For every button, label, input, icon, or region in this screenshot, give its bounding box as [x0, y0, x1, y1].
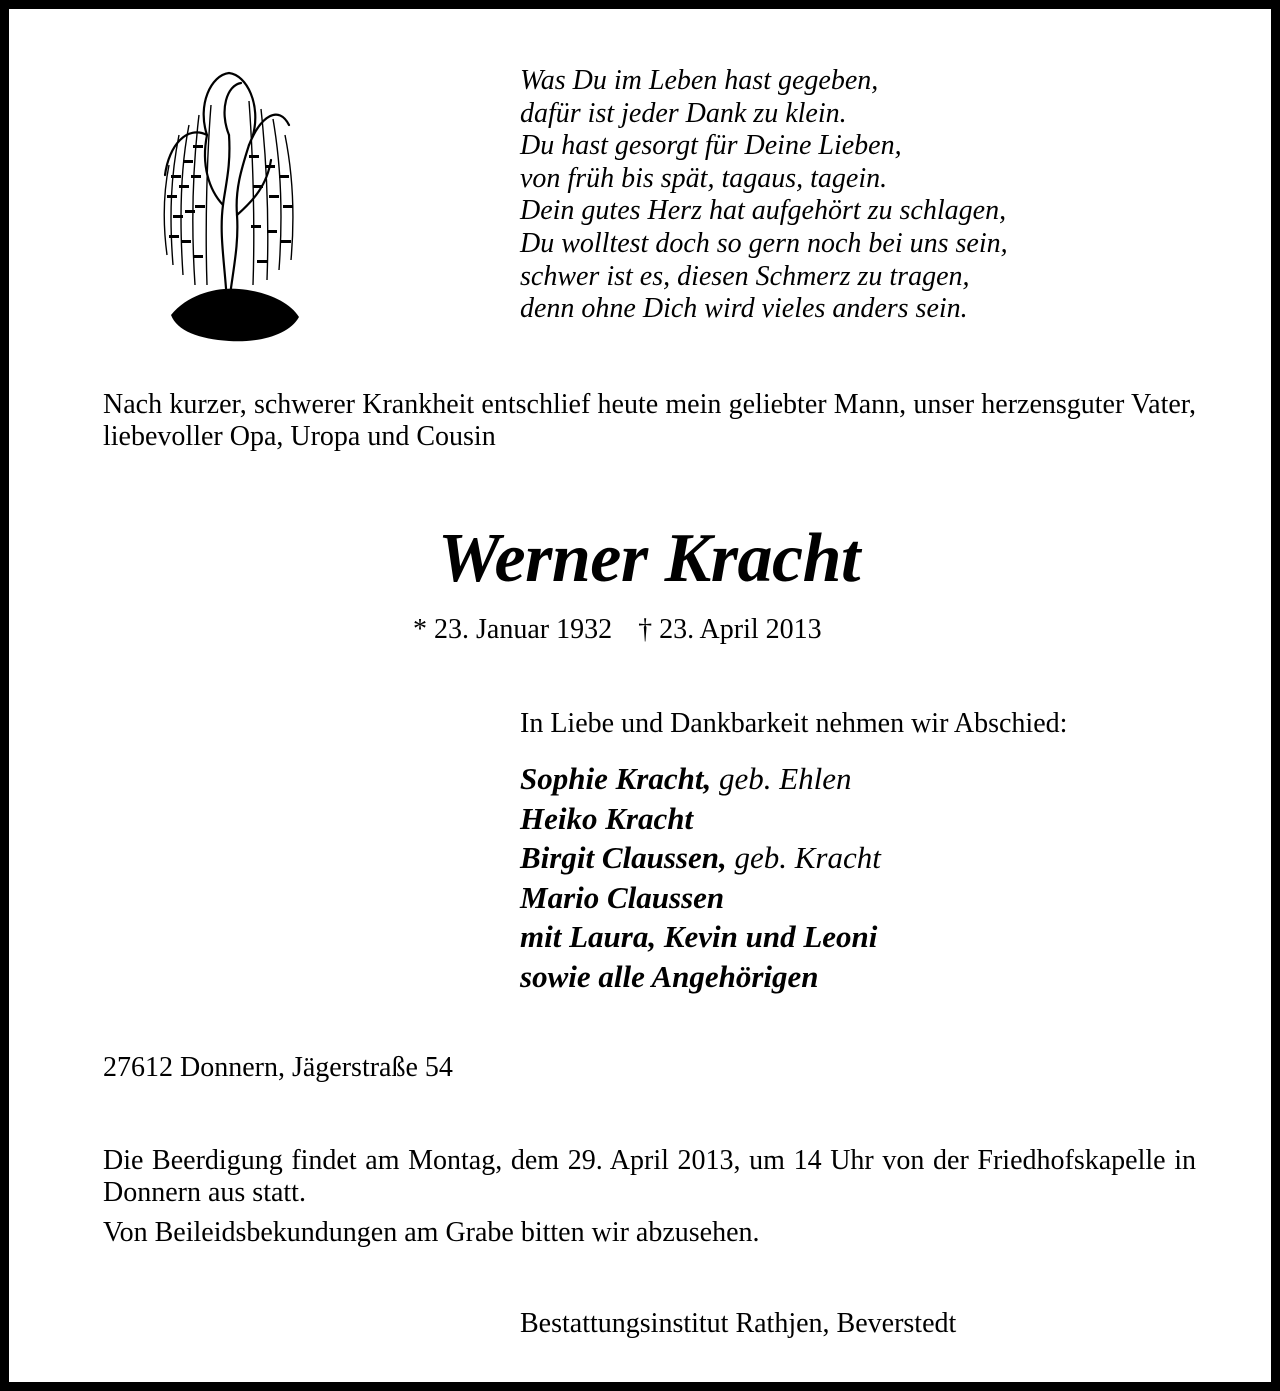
poem-line: Du wolltest doch so gern noch bei uns sein, — [520, 227, 1008, 259]
family-member: Birgit Claussen, geb. Kracht — [520, 840, 881, 876]
weeping-willow-icon — [149, 65, 309, 345]
family-member: Sophie Kracht, geb. Ehlen — [520, 761, 852, 796]
family-member: sowie alle Angehörigen — [520, 958, 819, 994]
condolence-note: Von Beileidsbekundungen am Grabe bitten wir abzusehen. — [103, 1217, 760, 1248]
poem-line: Du hast gesorgt für Deine Lieben, — [520, 130, 902, 162]
poem-line: denn ohne Dich wird vieles anders sein. — [520, 293, 968, 325]
poem-line: Dein gutes Herz hat aufgehört zu schlagen, — [520, 195, 1007, 227]
deceased-name: Werner Kracht — [438, 520, 860, 597]
funeral-notice: Die Beerdigung findet am Montag, dem 29. April 2013, um 14 Uhr von der Friedhofskapelle in Donnern aus statt. — [103, 1145, 1196, 1208]
life-dates — [413, 613, 822, 647]
farewell-line: In Liebe und Dankbarkeit nehmen wir Abschied: — [520, 708, 1068, 739]
death-date: † 23. April 2013 — [638, 614, 822, 645]
birth-date: * 23. Januar 1932 — [413, 614, 613, 645]
poem-line: von früh bis spät, tagaus, tagein. — [520, 162, 888, 194]
family-member: Mario Claussen — [520, 879, 725, 915]
poem-line: schwer ist es, diesen Schmerz zu tragen, — [520, 260, 970, 292]
poem-line: dafür ist jeder Dank zu klein. — [520, 97, 847, 129]
poem — [520, 65, 1008, 326]
undertaker: Bestattungsinstitut Rathjen, Beverstedt — [520, 1308, 957, 1339]
address: 27612 Donnern, Jägerstraße 54 — [103, 1052, 453, 1083]
intro-paragraph: Nach kurzer, schwerer Krankheit entschlief heute mein geliebter Mann, unser herzensguter Vater, liebevoller Opa, Uropa und Cousin — [103, 389, 1196, 452]
family-member: mit Laura, Kevin und Leoni — [520, 919, 878, 955]
family-member: Heiko Kracht — [520, 800, 694, 836]
family-list — [520, 759, 881, 997]
poem-line: Was Du im Leben hast gegeben, — [520, 65, 879, 96]
